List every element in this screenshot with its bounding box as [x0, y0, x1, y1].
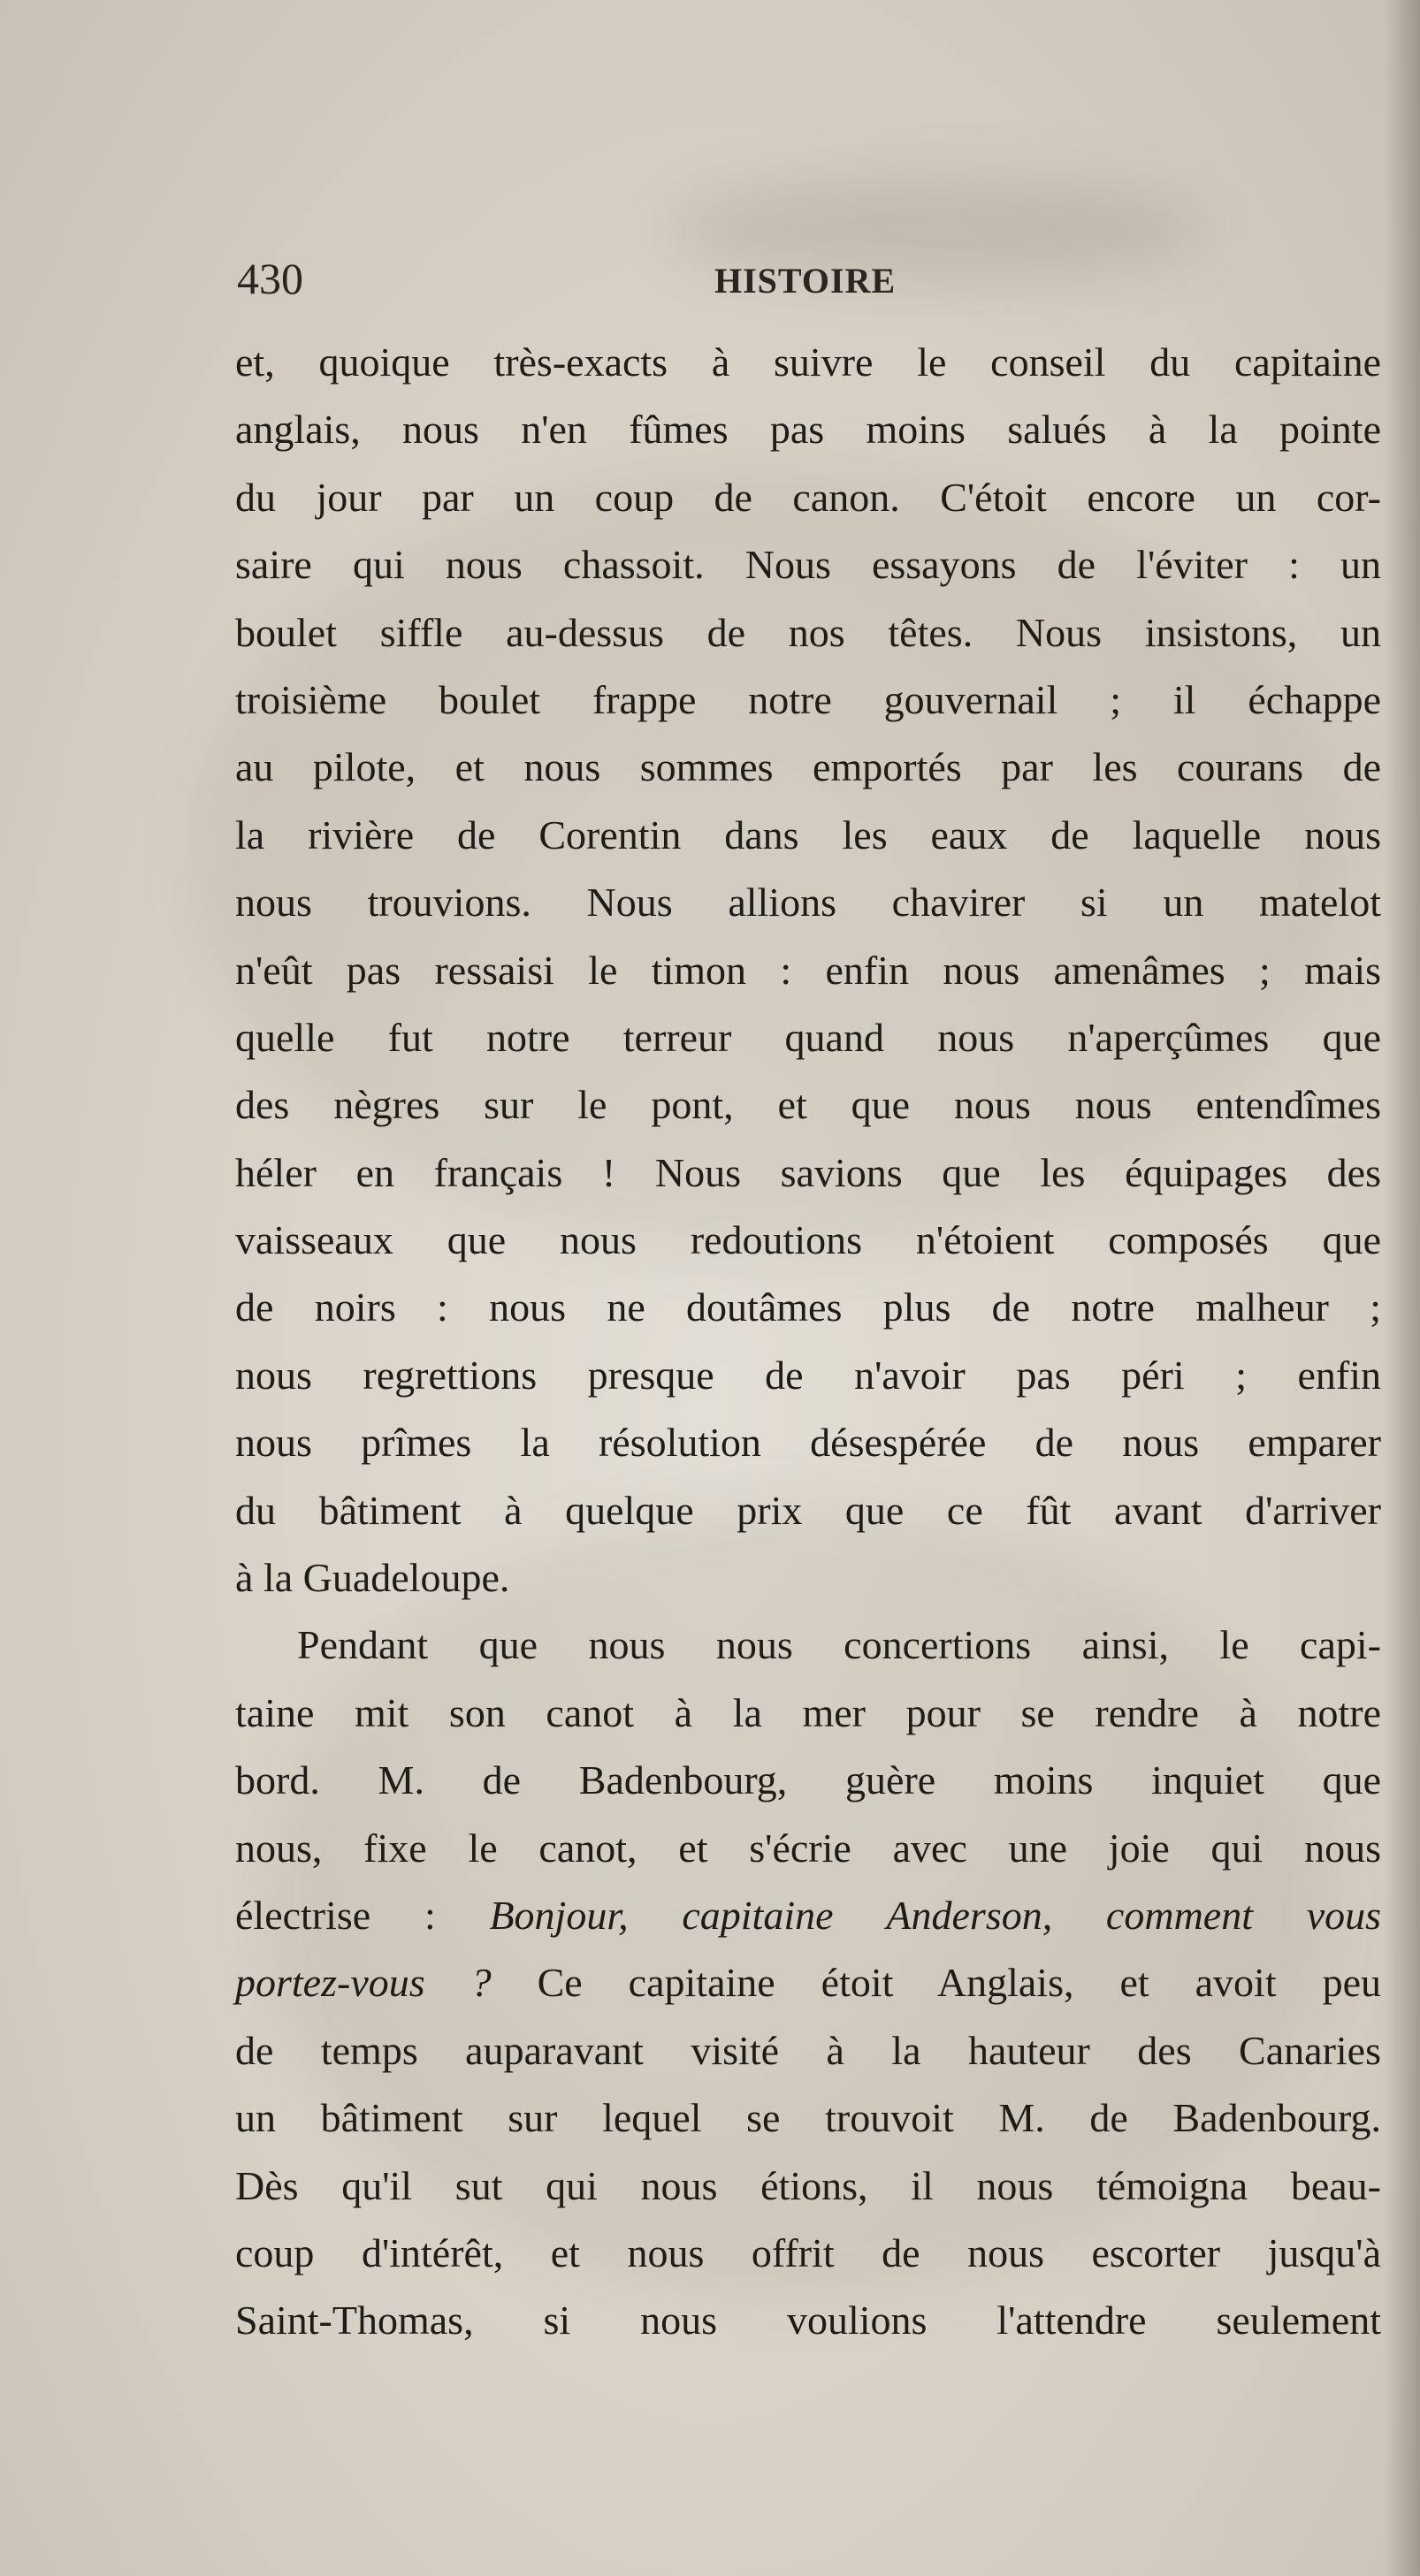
text-line: vaisseaux que nous redoutions n'étoient composés que — [235, 1217, 1381, 1263]
text-line: de temps auparavant visité à la hauteur des Canaries — [235, 2027, 1381, 2073]
text-line: boulet siffle au-dessus de nos têtes. Nous insistons, un — [235, 609, 1381, 655]
text-span: Ce capitaine étoit Anglais, et avoit peu — [537, 1960, 1381, 2006]
text-line: un bâtiment sur lequel se trouvoit M. de Badenbourg. — [235, 2095, 1381, 2141]
text-line-with-italic — [235, 1949, 1381, 2016]
text-line: du jour par un coup de canon. C'étoit encore un cor- — [235, 474, 1381, 520]
text-line: taine mit son canot à la mer pour se rendre à notre — [235, 1689, 1381, 1735]
text-line: des nègres sur le pont, et que nous nous entendîmes — [235, 1082, 1381, 1128]
italic-quote: portez-vous ? — [235, 1960, 492, 2006]
text-line: bord. M. de Badenbourg, guère moins inquiet que — [235, 1757, 1381, 1803]
text-line: du bâtiment à quelque prix que ce fût avant d'arriver — [235, 1487, 1381, 1533]
text-line: nous, fixe le canot, et s'écrie avec une joie qui nous — [235, 1825, 1381, 1871]
text-line: la rivière de Corentin dans les eaux de laquelle nous — [235, 812, 1381, 857]
text-line: anglais, nous n'en fûmes pas moins salués à la pointe — [235, 407, 1381, 453]
text-line: nous trouvions. Nous allions chavirer si un matelot — [235, 880, 1381, 926]
italic-quote: Bonjour, capitaine Anderson, comment vous — [489, 1892, 1382, 1938]
page-number: 430 — [237, 254, 303, 303]
text-line: et, quoique très-exacts à suivre le conseil du capitaine — [235, 339, 1381, 385]
text-line: troisième boulet frappe notre gouvernail ; il échappe — [235, 676, 1381, 722]
text-line: héler en français ! Nous savions que les équipages des — [235, 1149, 1381, 1195]
text-line: quelle fut notre terreur quand nous n'aperçûmes que — [235, 1014, 1381, 1060]
text-line: nous regrettions presque de n'avoir pas péri ; enfin — [235, 1352, 1381, 1398]
text-line: Dès qu'il sut qui nous étions, il nous témoigna beau- — [235, 2162, 1381, 2208]
page-header — [237, 253, 1378, 315]
text-line: nous prîmes la résolution désespérée de nous emparer — [235, 1420, 1381, 1466]
text-line: coup d'intérêt, et nous offrit de nous escorter jusqu'à — [235, 2229, 1381, 2275]
paragraph-start-line: Pendant que nous nous concertions ainsi, le capi- — [297, 1622, 1381, 1668]
gutter-shadow — [1385, 0, 1420, 2576]
body-text — [235, 329, 1381, 2355]
text-line: au pilote, et nous sommes emportés par les courans de — [235, 744, 1381, 790]
text-line: Saint-Thomas, si nous voulions l'attendre seulement — [235, 2298, 1381, 2344]
running-title: HISTOIRE — [714, 261, 897, 301]
text-line: de noirs : nous ne doutâmes plus de notre malheur ; — [235, 1284, 1381, 1330]
text-line-with-italic — [235, 1882, 1381, 1949]
text-line: saire qui nous chassoit. Nous essayons de l'éviter : un — [235, 542, 1381, 588]
text-span: électrise : — [235, 1892, 436, 1938]
text-line: n'eût pas ressaisi le timon : enfin nous amenâmes ; mais — [235, 947, 1381, 993]
text-line: à la Guadeloupe. — [235, 1555, 510, 1601]
